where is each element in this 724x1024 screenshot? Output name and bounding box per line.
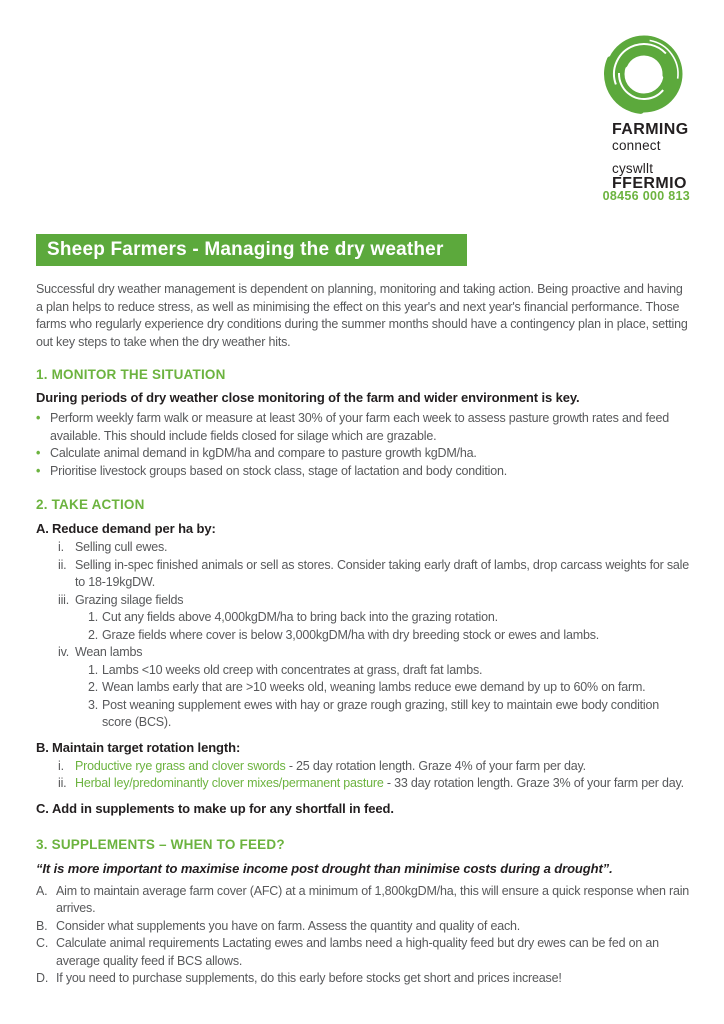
list-item [36,918,690,936]
section-1-lead: During periods of dry weather close monitoring of the farm and wider environment is key. [36,390,580,405]
bullet-text: Calculate animal demand in kgDM/ha and compare to pasture growth kgDM/ha. [50,446,477,460]
item-text: Grazing silage fields [75,592,184,607]
list-subitem [88,627,690,645]
swirl-ring-icon [598,30,690,118]
section-3-list [36,883,690,988]
item-numeral: ii. [58,776,67,790]
section-2-heading: 2. TAKE ACTION [36,497,145,512]
list-subitem [88,662,690,680]
subsection-b-list [36,758,690,793]
page-title: Sheep Farmers - Managing the dry weather [36,234,467,266]
subitem-text: Post weaning supplement ewes with hay or graze rough grazing, still key to maintain ewe body condition score (BCS). [102,697,660,729]
brand-name-connect: connect [612,137,661,153]
subitem-text: Lambs <10 weeks old creep with concentrates at grass, draft fat lambs. [102,662,483,677]
list-item [36,410,690,445]
item-text: Consider what supplements you have on farm. Assess the quantity and quality of each. [56,918,521,933]
item-text: Selling in-spec finished animals or sell as stores. Consider taking early draft of lambs, drop carcass weights for sale to 18-19kgDW. [75,557,689,589]
subitem-number: 2. [88,627,99,642]
section-3-heading: 3. SUPPLEMENTS – WHEN TO FEED? [36,836,285,852]
list-item [36,935,690,970]
list-item [36,883,690,918]
list-item [36,445,690,463]
subsection-c-title [36,800,690,817]
brand-name-cyswllt: cyswllt [612,160,654,176]
phone-number: 08456 000 813 [602,189,690,203]
section-3-quote: “It is more important to maximise income post drought than minimise costs during a drought”. [36,860,613,876]
subsection-a-label: A. [36,521,49,536]
bullet-icon: • [36,411,41,425]
subsection-a-text: Reduce demand per ha by: [52,521,216,536]
subsection-b-label: B. [36,739,49,755]
item-letter: D. [36,971,49,985]
subitem-text: Wean lambs early that are >10 weeks old, weaning lambs reduce ewe demand by up to 60% on farm. [102,680,646,694]
list-subitem [88,697,690,732]
subitem-number: 1. [88,662,99,677]
brand-wordmark [598,122,693,193]
brand-name-ffermio: FFERMIO [612,175,687,193]
pasture-type-highlight: Productive rye grass and clover swords [75,758,286,773]
subitem-text: Cut any fields above 4,000kgDM/ha to bring back into the grazing rotation. [102,610,498,624]
subsection-c-text: Add in supplements to make up for any shortfall in feed. [52,800,394,816]
bullet-text: Prioritise livestock groups based on stock class, stage of lactation and body condition. [50,463,507,478]
item-numeral: i. [58,540,64,554]
item-letter: A. [36,883,48,898]
section-1-heading: 1. MONITOR THE SITUATION [36,367,226,382]
item-letter: C. [36,936,49,950]
item-text: Wean lambs [75,645,143,659]
subsection-b-text: Maintain target rotation length: [52,739,241,755]
list-item [36,970,690,988]
subsection-b-title [36,739,690,756]
item-text: Selling cull ewes. [75,540,168,554]
list-item [58,592,690,610]
intro-paragraph: Successful dry weather management is dependent on planning, monitoring and taking action. Being proactive and having a plan helps to reduce stress, as well as minimising the effect on this year's and next year's financial performance. Those farms who regularly experience dry conditions during the summer months should have a contingency plan in place, setting out key steps to take when the dry weather hits. [36,282,688,349]
subitem-number: 3. [88,697,99,712]
section-1-bullet-list [36,410,690,480]
item-text: If you need to purchase supplements, do this early before stocks get short and prices increase! [56,971,562,985]
item-letter: B. [36,918,48,933]
list-subitem [88,679,690,697]
list-item [58,644,690,662]
subsection-a-title [36,520,690,537]
item-text [75,775,684,793]
list-item [58,557,690,592]
bullet-text: Perform weekly farm walk or measure at least 30% of your farm each week to assess pasture growth rates and feed available. This should include fields closed for silage which are grazable. [50,411,670,443]
subitem-text: Graze fields where cover is below 3,000kgDM/ha with dry breeding stock or ewes and lambs. [102,627,600,642]
subsection-c-label: C. [36,800,49,816]
bullet-icon: • [36,463,41,478]
item-numeral: iii. [58,592,70,607]
list-subitem [88,609,690,627]
item-text [75,758,586,776]
item-text-rest: - 33 day rotation length. Graze 3% of your farm per day. [383,776,684,790]
pasture-type-highlight: Herbal ley/predominantly clover mixes/permanent pasture [75,776,384,790]
bullet-icon: • [36,446,41,460]
item-numeral: iv. [58,645,69,659]
brand-name-farming: FARMING [612,121,689,138]
subsection-a-list [36,539,690,732]
item-text: Calculate animal requirements Lactating ewes and lambs need a high-quality feed but dry ewes can be fed on an average quality feed if BCS allows. [56,936,659,968]
list-item [58,758,690,776]
subitem-number: 1. [88,610,99,624]
item-numeral: ii. [58,557,67,572]
list-item [36,463,690,481]
item-text: Aim to maintain average farm cover (AFC) at a minimum of 1,800kgDM/ha, this will ensure a quick response when rain arrives. [56,883,690,915]
list-item [58,539,690,557]
item-text-rest: - 25 day rotation length. Graze 4% of your farm per day. [285,758,586,773]
brand-logo-block [598,30,693,193]
item-numeral: i. [58,758,64,773]
subitem-number: 2. [88,680,99,694]
list-item [58,775,690,793]
